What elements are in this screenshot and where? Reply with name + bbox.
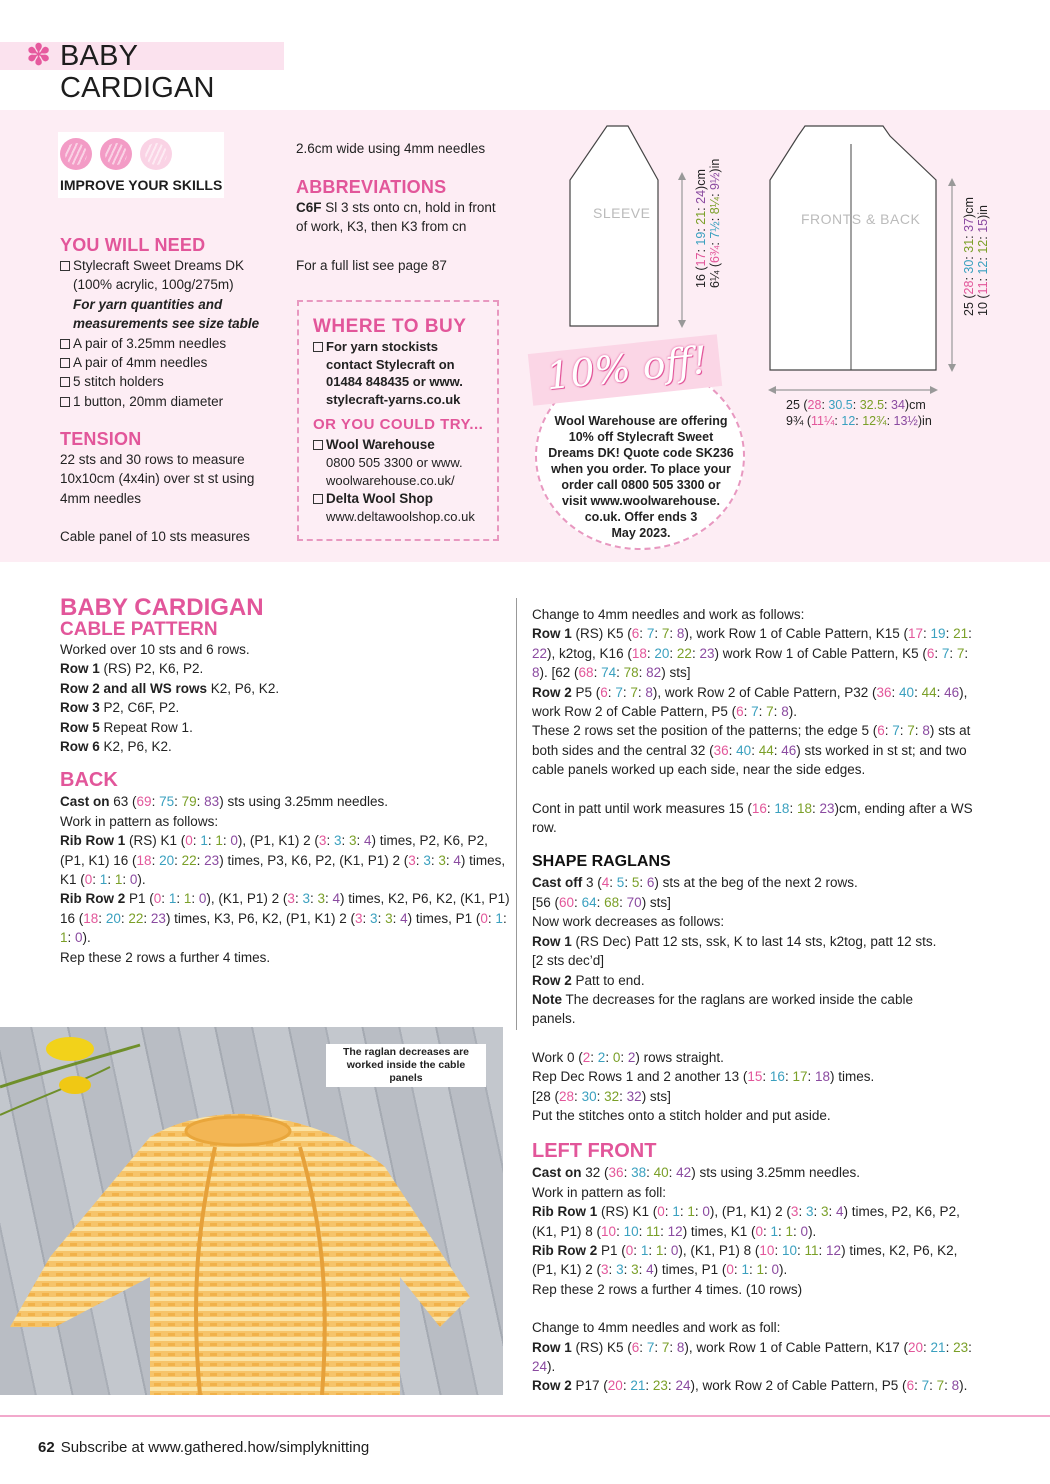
yarn-ball-icon (100, 138, 132, 170)
photo-caption: The raglan decreases are worked inside the cable panels (326, 1044, 486, 1087)
skill-level-label: IMPROVE YOUR SKILLS (60, 177, 223, 193)
alt-shops-heading: OR YOU COULD TRY... (313, 416, 484, 434)
sleeve-shape (570, 126, 658, 326)
body-shape (770, 126, 936, 370)
cable-title: BABY CARDIGAN (60, 594, 264, 621)
footer-rule (0, 1415, 1050, 1417)
yarn-ball-icon (60, 138, 92, 170)
sleeve-label: SLEEVE (593, 205, 651, 221)
cable-subtitle: CABLE PATTERN (60, 619, 218, 640)
checkbox-icon (60, 397, 70, 407)
checkbox-icon (60, 339, 70, 349)
where-to-buy-box: WHERE TO BUY For yarn stockists contact Stylecraft on 01484 848435 or www. stylecraft-yarns.co.uk OR YOU COULD TRY... Wool Warehouse 0800 505 3300 or www. woolwarehouse.co.uk/ Delta Wool Shop www.deltawoolshop.co.uk (297, 300, 499, 541)
subscribe-link[interactable]: Subscribe at www.gathered.how/simplyknitting (60, 1439, 370, 1456)
left-front-heading: LEFT FRONT (532, 1140, 657, 1163)
checkbox-icon (60, 358, 70, 368)
pattern-left-column: BABY CARDIGAN CABLE PATTERN Worked over 10 sts and 6 rows. Row 1 (RS) P2, K6, P2. Row 2 and all WS rows K2, P6, K2. Row 3 P2, C6F, P2. Row 5 Repeat Row 1. Row 6 K2, P6, K2. BACK Cast on 63 (69: 75: 79: 83) sts using 3.25mm needles. Work in pattern as follows: Rib Row 1 (RS) K1 (0: 1: 1: 0), (P1, K1) 2 (3: 3: 3: 4) times, P2, K6, P2, (P1, K1) 16 (18: 20: 22: 23) times, P3, K6, P2, (K1, P1) 2 (3: 3: 3: 4) times, K1 (0: 1: 1: 0). Rib Row 2 P1 (0: 1: 1: 0), (K1, P1) 2 (3: 3: 3: 4) times, K2, P6, K2, (K1, P1) 16 (18: 20: 22: 23) times, K3, P6, K2, (P1, K1) 2 (3: 3: 3: 4) times, P1 (0: 1: 1: 0). Rep these 2 rows a further 4 times. (60, 594, 510, 965)
page-title: BABY CARDIGAN (60, 40, 215, 104)
shape-raglans-heading: SHAPE RAGLANS (532, 853, 671, 871)
checkbox-icon (60, 377, 70, 387)
checkbox-icon (313, 440, 323, 450)
sweater-neckline (186, 1117, 290, 1145)
back-heading: BACK (60, 769, 118, 792)
checkbox-icon (60, 261, 70, 271)
daffodil-flower (46, 1037, 94, 1061)
column-divider (516, 598, 517, 1030)
sweater-body (10, 1114, 470, 1395)
where-to-buy-heading: WHERE TO BUY (313, 316, 467, 337)
you-will-need: YOU WILL NEED Stylecraft Sweet Dreams DK (100% acrylic, 100g/275m) For yarn quantities and measurements see size table A pair of 3.25mm needles A pair of 4mm needles 5 stitch holders 1 button, 20mm diameter (60, 235, 260, 409)
promo-text: Wool Warehouse are offering 10% off Stylecraft Sweet Dreams DK! Quote code SK236 when you order. To place your order call 0800 505 3300 or visit www.woolwarehouse. co.uk. Offer ends 3 May 2023. (548, 414, 734, 540)
length-measure: 25 (28: 30: 31: 37)cm 10 (11: 12: 12: 15)in (962, 197, 990, 316)
checkbox-icon (313, 494, 323, 504)
tension-cont: 2.6cm wide using 4mm needles (296, 141, 486, 156)
tension: TENSION 22 sts and 30 rows to measure 10x10cm (4x4in) over st st using 4mm needles Cable panel of 10 sts measures (60, 429, 255, 545)
promo-headline: 10% off! (544, 337, 710, 399)
abbreviations: ABBREVIATIONS C6F Sl 3 sts onto cn, hold in front of work, K3, then K3 from cn For a full list see page 87 (296, 177, 496, 273)
sleeve-measure: 16 (17: 19: 21: 24)cm 6¼ (6¾: 7½: 8¼: 9½)in (694, 158, 722, 288)
checkbox-icon (313, 342, 323, 352)
fronts-back-label: FRONTS & BACK (801, 211, 921, 227)
page-footer (38, 1439, 369, 1457)
flower-icon: ✽ (26, 39, 52, 72)
yarn-ball-icon (140, 138, 172, 170)
page-header (0, 39, 284, 104)
page-number: 62 (38, 1439, 55, 1456)
width-measure: 25 (28: 30.5: 32.5: 34)cm 9¾ (11¼: 12: 12¾: 13½)in (786, 398, 932, 428)
pattern-right-column: Change to 4mm needles and work as follows: Row 1 (RS) K5 (6: 7: 7: 8), work Row 1 of Cable Pattern, K15 (17: 19: 21: 22), k2tog, K16 (18: 20: 22: 23) work Row 1 of Cable Pattern, K5 (6: 7: 7: 8). [62 (68: 74: 78: 82) sts] Row 2 P5 (6: 7: 7: 8), work Row 2 of Cable Pattern, P32 (36: 40: 44: 46), work Row 2 of Cable Pattern, P5 (6: 7: 7: 8). These 2 rows set the position of the patterns; the edge 5 (6: 7: 7: 8) sts at both sides and the central 32 (36: 40: 44: 46) sts worked in st st; and two cable panels worked up each side, near the side edges. Cont in patt until work measures 15 (16: 18: 18: 23)cm, ending after a WS row. SHAPE RAGLANS Cast off 3 (4: 5: 5: 6) sts at the beg of the next 2 rows. [56 (60: 64: 68: 70) sts] Now work decreases as follows: Row 1 (RS Dec) Patt 12 sts, ssk, K to last 14 sts, k2tog, patt 12 sts. [2 sts dec’d] Row 2 Patt to end. Note The decreases for the raglans are worked inside the cable panels. Work 0 (2: 2: 0: 2) rows straight. Rep Dec Rows 1 and 2 another 13 (15: 16: 17: 18) times. [28 (28: 30: 32: 32) sts] Put the stitches onto a stitch holder and put aside. LEFT FRONT Cast on 32 (36: 38: 40: 42) sts using 3.25mm needles. Work in pattern as foll: Rib Row 1 (RS) K1 (0: 1: 1: 0), (P1, K1) 2 (3: 3: 3: 4) times, P2, K6, P2, (K1, P1) 8 (10: 10: 11: 12) times, K1 (0: 1: 1: 0). Rib Row 2 P1 (0: 1: 1: 0), (K1, P1) 8 (10: 10: 11: 12) times, K2, P6, K2, (P1, K1) 2 (3: 3: 3: 4) times, P1 (0: 1: 1: 0). Rep these 2 rows a further 4 times. (10 rows) Change to 4mm needles and work as foll: Row 1 (RS) K5 (6: 7: 7: 8), work Row 1 of Cable Pattern, K17 (20: 21: 23: 24). Row 2 P17 (20: 21: 23: 24), work Row 2 of Cable Pattern, P5 (6: 7: 7: 8). (532, 605, 982, 1396)
